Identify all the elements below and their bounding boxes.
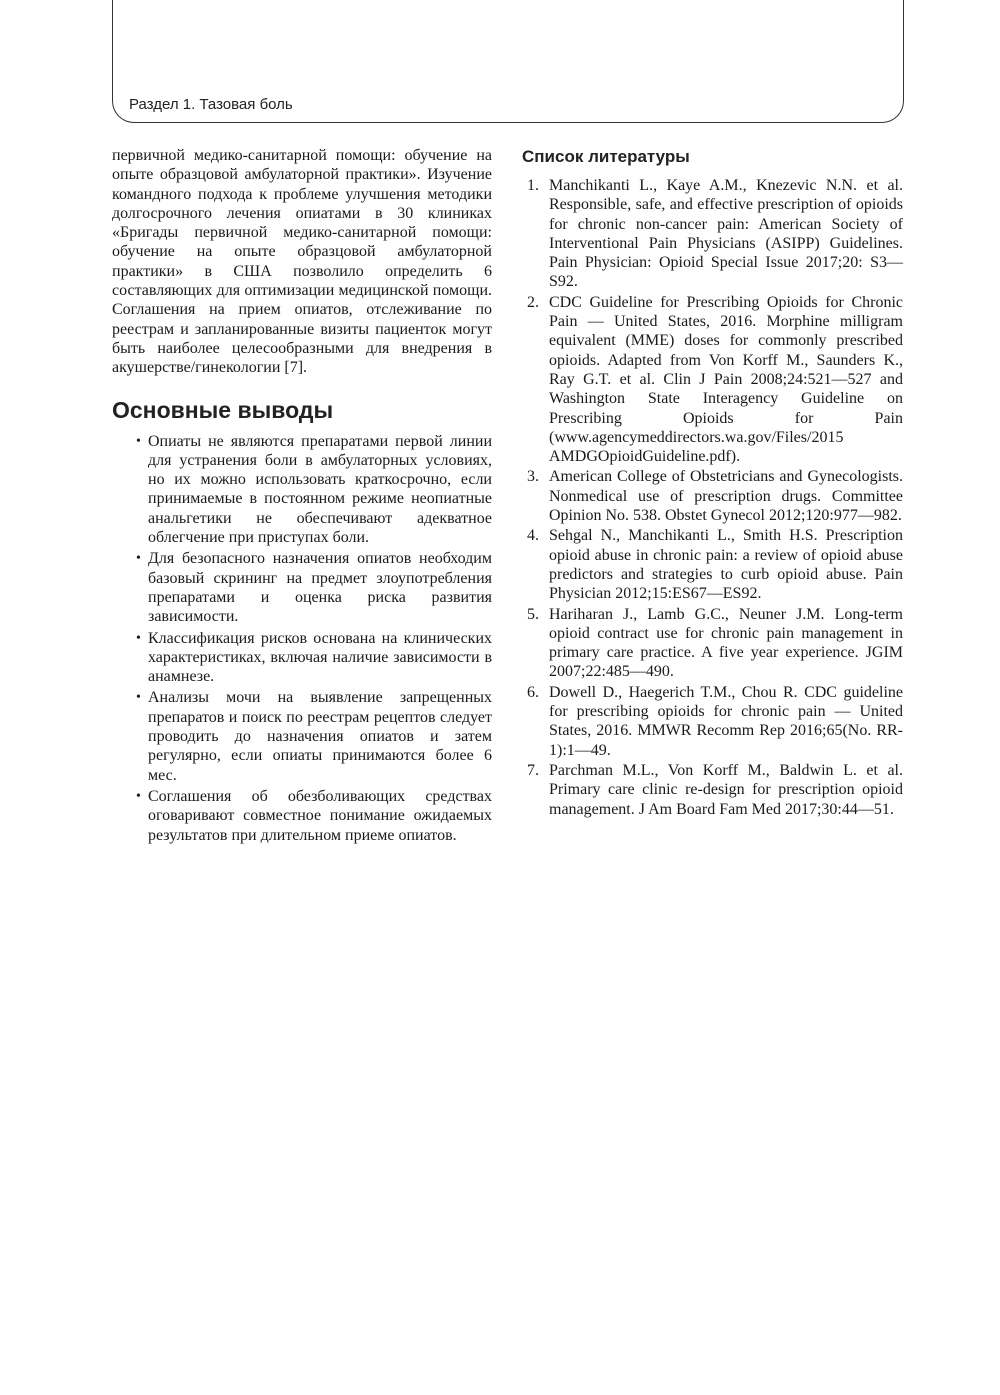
reference-text: Dowell D., Haegerich T.M., Chou R. CDC guideline for prescribing opioids for chronic pain — United States, 2016. MMWR Recomm Rep 2016;65(No. RR-1):1—49. bbox=[549, 683, 903, 759]
reference-text: Parchman M.L., Von Korff M., Baldwin L. et al. Primary care clinic re-design for prescription opioid management. J Am Board Fam Med 2017;30:44—51. bbox=[549, 761, 903, 818]
reference-item bbox=[522, 761, 903, 819]
running-header: Раздел 1. Тазовая боль bbox=[129, 96, 293, 113]
bullet-icon: • bbox=[136, 630, 141, 646]
references-heading: Список литературы bbox=[522, 147, 690, 166]
reference-number: 2. bbox=[527, 293, 539, 311]
list-item bbox=[112, 688, 492, 784]
bullet-icon: • bbox=[136, 690, 141, 706]
reference-number: 4. bbox=[527, 527, 539, 545]
reference-item bbox=[522, 467, 903, 525]
reference-number: 6. bbox=[527, 683, 539, 701]
list-item-text: Опиаты не являются препаратами первой линии для устранения боли в амбулаторных условиях, но их можно использовать краткосрочно, если принимаемые в постоянном режиме неопиатные анальгетики не обеспечивают адекватное облегчение при приступах боли. bbox=[148, 432, 492, 547]
right-column bbox=[522, 146, 903, 820]
reference-number: 5. bbox=[527, 605, 539, 623]
reference-text: CDC Guideline for Prescribing Opioids for Chronic Pain — United States, 2016. Morphine milligram equivalent (MME) doses for commonly prescribed opioids. Adapted from Von Korff M., Saunders K., Ray G.T. et al. Clin J Pain 2008;24:521—527 and Washington State Interagency Guideline on Prescribing Opioids for Pain (www.agencymeddirectors.wa.gov/Files/2015 AMDGOpioidGuideline.pdf). bbox=[549, 293, 903, 466]
list-item-text: Соглашения об обезболивающих средствах оговаривают совместное понимание ожидаемых результатов при длительном приеме опиатов. bbox=[148, 787, 492, 844]
reference-number: 7. bbox=[527, 761, 539, 779]
bullet-icon: • bbox=[136, 433, 141, 449]
bullet-icon: • bbox=[136, 788, 141, 804]
reference-item bbox=[522, 176, 903, 292]
list-item-text: Для безопасного назначения опиатов необходим базовый скрининг на предмет злоупотребления препаратами и оценка риска развития зависимости. bbox=[148, 550, 492, 626]
list-item bbox=[112, 432, 492, 548]
list-item-text: Классификация рисков основана на клинических характеристиках, включая наличие зависимости в анамнезе. bbox=[148, 629, 492, 686]
reference-item bbox=[522, 526, 903, 603]
reference-text: Hariharan J., Lamb G.C., Neuner J.M. Long-term opioid contract use for chronic pain management in primary care practice. A five year experience. JGIM 2007;22:485—490. bbox=[549, 605, 903, 681]
reference-item bbox=[522, 683, 903, 760]
reference-number: 3. bbox=[527, 468, 539, 486]
reference-item bbox=[522, 605, 903, 682]
reference-item bbox=[522, 293, 903, 467]
section-heading: Основные выводы bbox=[112, 396, 334, 423]
list-item bbox=[112, 549, 492, 626]
reference-text: American College of Obstetricians and Gynecologists. Nonmedical use of prescription drugs. Committee Opinion No. 538. Obstet Gynecol 2012;120:977—982. bbox=[549, 468, 903, 525]
list-item bbox=[112, 787, 492, 845]
reference-text: Manchikanti L., Kaye A.M., Knezevic N.N. et al. Responsible, safe, and effective prescription of opioids for chronic non-cancer pain: American Society of Interventional Pain Physicians (ASIPP) Guidelines. Pain Physician: Opioid Special Issue 2017;20: S3—S92. bbox=[549, 177, 903, 291]
references-list bbox=[522, 176, 903, 819]
list-item bbox=[112, 629, 492, 687]
bullet-icon: • bbox=[136, 551, 141, 567]
left-column bbox=[112, 146, 492, 847]
body-paragraph: первичной медико-санитарной помощи: обучение на опыте образцовой амбулаторной практики». Изучение командного подхода к проблеме улучшения методики долгосрочного лечения опиатами в 30 клиниках «Бригады первичной медико-санитарной помощи: обучение на опыте образцовой амбулаторной практики» в США позволило определить 6 составляющих для оптимизации медицинской помощи. Соглашения на прием опиатов, отслеживание по реестрам и запланированные визиты пациенток могут быть наиболее целесообразными для внедрения в акушерстве/гинекологии [7]. bbox=[112, 147, 492, 377]
reference-text: Sehgal N., Manchikanti L., Smith H.S. Prescription opioid abuse in chronic pain: a review of opioid abuse predictors and strategies to curb opioid abuse. Pain Physician 2012;15:ES67—ES92. bbox=[549, 527, 903, 603]
key-points-list bbox=[112, 432, 492, 845]
list-item-text: Анализы мочи на выявление запрещенных препаратов и поиск по реестрам рецептов следует проводить до назначения опиатов и затем регулярно, если опиаты принимаются более 6 мес. bbox=[148, 689, 492, 784]
reference-number: 1. bbox=[527, 177, 539, 194]
